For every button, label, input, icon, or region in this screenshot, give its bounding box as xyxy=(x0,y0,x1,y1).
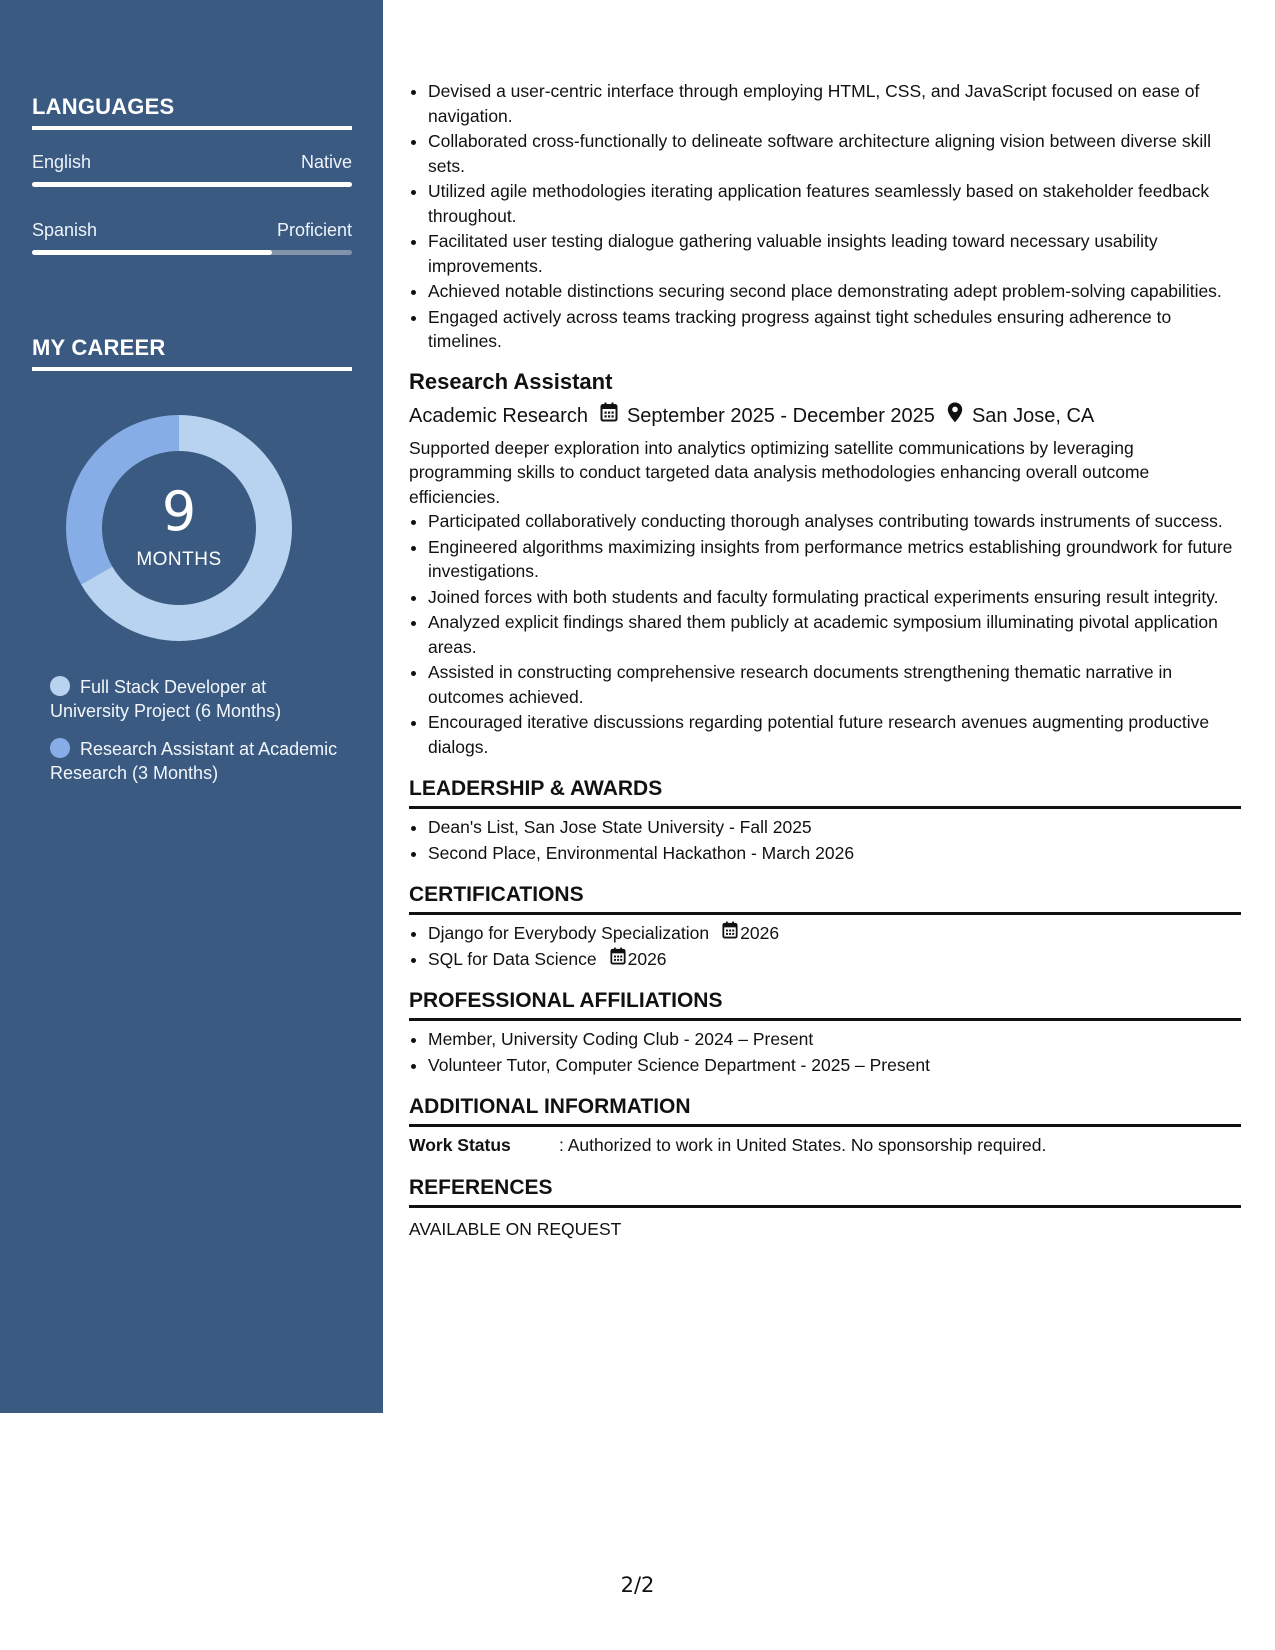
additional-info-heading: ADDITIONAL INFORMATION xyxy=(409,1093,1241,1127)
previous-job-bullets xyxy=(409,79,1241,354)
list-item: • Collaborated cross-functionally to delineate software architecture aligning vision between diverse skill sets. xyxy=(428,129,1241,178)
affiliations-heading: PROFESSIONAL AFFILIATIONS xyxy=(409,987,1241,1021)
job-location: San Jose, CA xyxy=(971,405,1095,427)
legend-label: Research Assistant at Academic Research (3 Months) xyxy=(50,739,338,783)
certifications-list xyxy=(409,921,1241,971)
affiliations-list xyxy=(409,1027,1241,1077)
references-heading: REFERENCES xyxy=(409,1174,1241,1208)
language-name: English xyxy=(32,152,92,172)
work-status-row xyxy=(409,1133,1241,1158)
certification-name: • Django for Everybody Specialization xyxy=(428,923,710,943)
language-level: Proficient xyxy=(276,220,352,240)
career-total-unit: MONTHS xyxy=(136,549,222,570)
list-item: • Engineered algorithms maximizing insights from performance metrics establishing groundwork for future investigations. xyxy=(428,535,1241,584)
language-item-english xyxy=(32,152,352,187)
job-dates: September 2025 - December 2025 xyxy=(626,405,935,427)
list-item: • Joined forces with both students and faculty formulating practical experiments ensuring result integrity. xyxy=(428,585,1241,610)
career-legend-item xyxy=(50,675,350,723)
sidebar xyxy=(0,0,383,1413)
language-proficiency-fill xyxy=(32,182,352,187)
languages-section xyxy=(32,94,352,255)
list-item xyxy=(428,947,1241,972)
list-item: • Facilitated user testing dialogue gathering valuable insights leading toward necessary usability improvements. xyxy=(428,229,1241,278)
job-description: Supported deeper exploration into analytics optimizing satellite communications by leveraging programming skills to conduct targeted data analysis methodologies enhancing overall outcome efficiencies. xyxy=(409,437,1150,507)
list-item: • Devised a user-centric interface through employing HTML, CSS, and JavaScript focused on ease of navigation. xyxy=(428,79,1241,128)
map-pin-icon xyxy=(947,402,963,431)
list-item: • Utilized agile methodologies iterating application features seamlessly based on stakeholder feedback throughout. xyxy=(428,179,1241,228)
certification-year: 2026 xyxy=(740,923,780,943)
career-total-value: 9 xyxy=(161,480,197,543)
list-item: • Member, University Coding Club - 2024 – Present xyxy=(428,1027,1241,1052)
list-item: • Dean's List, San Jose State University - Fall 2025 xyxy=(428,815,1241,840)
work-status-value: : Authorized to work in United States. No sponsorship required. xyxy=(559,1135,1047,1155)
list-item: • Achieved notable distinctions securing second place demonstrating adept problem-solving capabilities. xyxy=(428,279,1241,304)
list-item: • Participated collaboratively conducting thorough analyses contributing towards instruments of success. xyxy=(428,509,1241,534)
list-item xyxy=(428,921,1241,946)
career-heading: MY CAREER xyxy=(32,335,352,371)
certification-name: • SQL for Data Science xyxy=(428,948,597,969)
language-name: Spanish xyxy=(32,220,98,240)
list-item: • Engaged actively across teams tracking progress against tight schedules ensuring adherence to timelines. xyxy=(428,305,1241,354)
language-proficiency-bar xyxy=(32,250,352,255)
page-number: 2/2 xyxy=(620,1573,655,1597)
list-item: • Analyzed explicit findings shared them publicly at academic symposium illuminating pivotal application areas. xyxy=(428,610,1241,659)
list-item: • Encouraged iterative discussions regarding potential future research avenues augmenting productive dialogs. xyxy=(428,710,1241,759)
calendar-icon xyxy=(722,921,738,946)
languages-heading: LANGUAGES xyxy=(32,94,352,130)
career-donut-chart xyxy=(66,415,292,641)
list-item: • Assisted in constructing comprehensive research documents strengthening thematic narrative in outcomes achieved. xyxy=(428,660,1241,709)
main-content xyxy=(409,79,1241,1241)
certification-year: 2026 xyxy=(627,948,667,969)
language-item-spanish xyxy=(32,220,352,255)
language-proficiency-bar xyxy=(32,182,352,187)
calendar-icon xyxy=(610,947,626,972)
job-meta xyxy=(409,402,1241,431)
leadership-heading: LEADERSHIP & AWARDS xyxy=(409,775,1241,809)
career-section xyxy=(32,335,352,371)
career-legend-item xyxy=(50,737,350,785)
calendar-icon xyxy=(600,402,618,430)
language-proficiency-fill xyxy=(32,250,272,255)
leadership-list xyxy=(409,815,1241,865)
legend-label: Full Stack Developer at University Project (6 Months) xyxy=(50,677,282,721)
legend-dot xyxy=(50,676,70,696)
job-title: Research Assistant xyxy=(409,368,613,394)
list-item: • Volunteer Tutor, Computer Science Department - 2025 – Present xyxy=(428,1053,1241,1078)
references-text: AVAILABLE ON REQUEST xyxy=(409,1218,622,1239)
work-status-label: Work Status xyxy=(409,1135,511,1155)
job-company: Academic Research xyxy=(409,405,588,427)
list-item: • Second Place, Environmental Hackathon - March 2026 xyxy=(428,841,1241,866)
job-bullets xyxy=(409,509,1241,759)
legend-dot xyxy=(50,738,70,758)
certifications-heading: CERTIFICATIONS xyxy=(409,881,1241,915)
language-level: Native xyxy=(300,152,352,172)
